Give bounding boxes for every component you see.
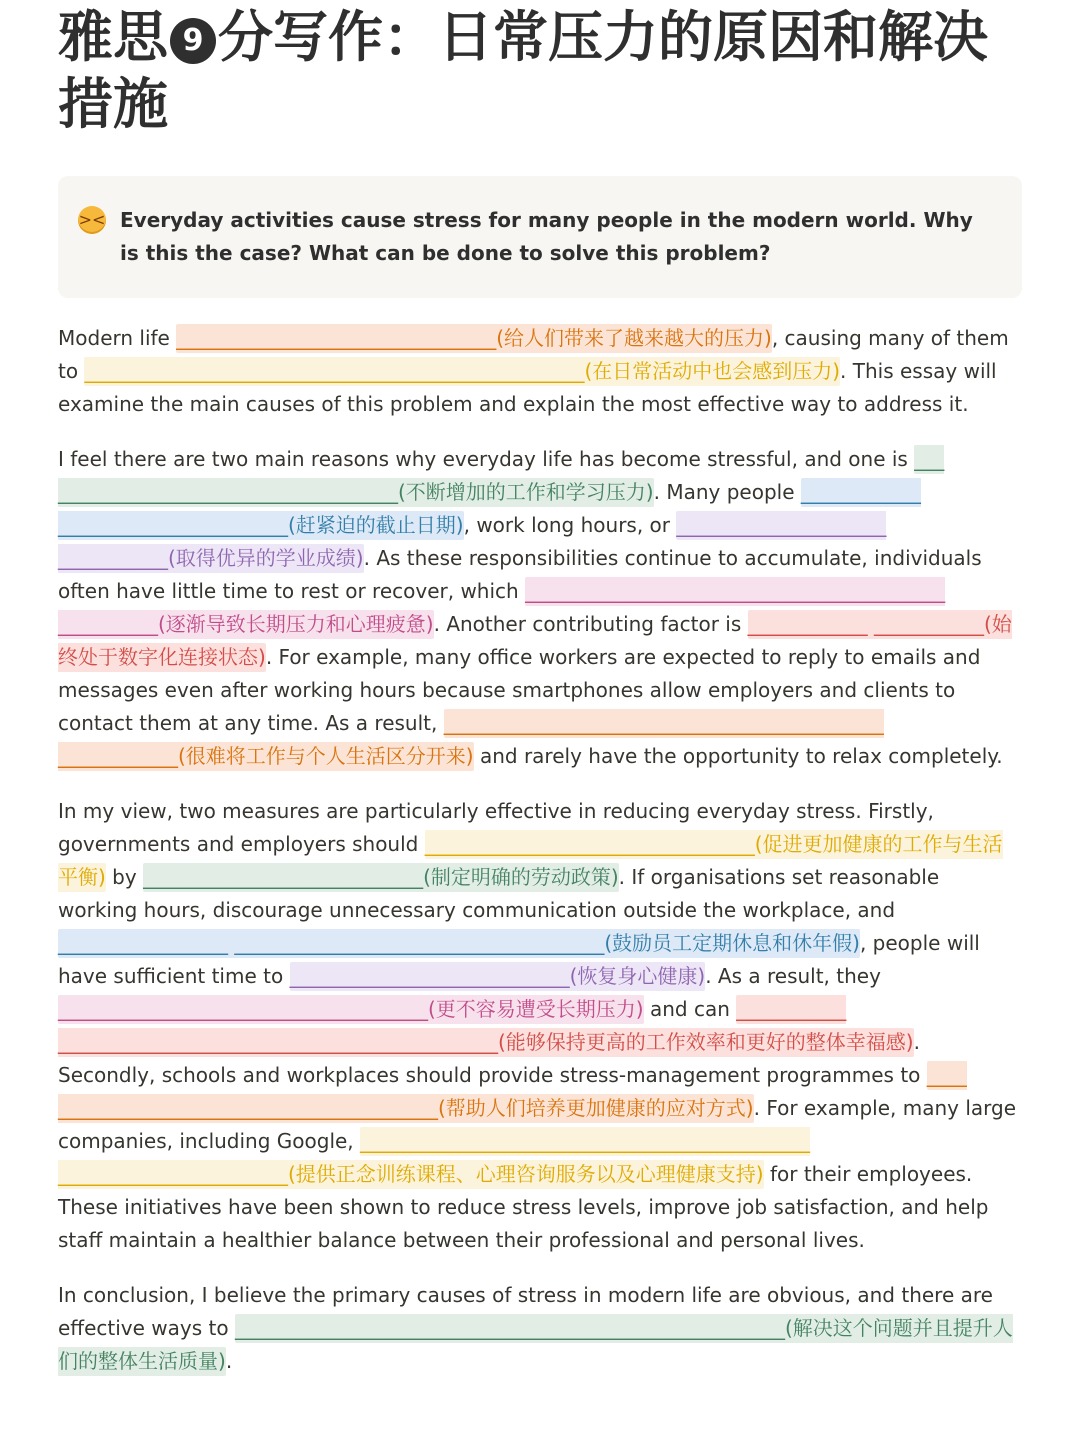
blank-line: __________________________________________ __________	[58, 579, 946, 636]
text-segment: , causing many of them to	[58, 326, 1009, 383]
blank-hint: (赶紧迫的截止日期)	[288, 513, 464, 537]
fill-blank	[58, 929, 860, 958]
text-segment: and rarely have the opportunity to relax completely.	[473, 744, 1003, 768]
title-text-start: 雅思	[58, 5, 169, 69]
blank-line: ___________ ____________________________________________	[58, 997, 847, 1054]
body-paragraph-reasons	[58, 443, 1022, 773]
blank-hint: (鼓励员工定期休息和休年假)	[604, 931, 860, 955]
fill-blank	[290, 962, 706, 991]
number-nine-badge-icon: 9	[170, 18, 216, 64]
text-segment: . If organisations set reasonable working hours, discourage unnecessary communication outside the workplace, and	[58, 865, 940, 922]
blank-hint: (恢复身心健康)	[569, 964, 706, 988]
blank-hint: (帮助人们培养更加健康的应对方式)	[438, 1096, 754, 1120]
blank-hint: (解决这个问题并且提升人们的整体生活质量)	[58, 1316, 1013, 1373]
text-segment: . As a result, they	[705, 964, 881, 988]
text-segment: . As these responsibilities continue to accumulate, individuals often have little time to rest or recover, which	[58, 546, 982, 603]
blank-line: ____________ _______________________	[58, 480, 921, 537]
text-segment: . Another contributing factor is	[433, 612, 748, 636]
blank-hint: (在日常活动中也会感到压力)	[584, 359, 841, 383]
blank-line: ________________________________	[176, 326, 497, 350]
text-segment: . For example, many large companies, including Google,	[58, 1096, 1017, 1153]
body-paragraph-measures	[58, 795, 1022, 1257]
text-segment: , work long hours, or	[463, 513, 677, 537]
blank-hint: (给人们带来了越来越大的压力)	[496, 326, 772, 350]
blank-line: ____________ ___________	[747, 612, 984, 636]
prompt-callout	[58, 176, 1022, 298]
text-segment: . This essay will examine the main causes of this problem and explain the most effective way to address it.	[58, 359, 997, 416]
blank-line: _________________________________	[424, 832, 755, 856]
blank-line: _____________________________________	[58, 997, 428, 1021]
blank-hint: (逐渐导致长期压力和心理疲惫)	[158, 612, 434, 636]
title-text-end: 分写作：日常压力的原因和解决措施	[58, 5, 989, 136]
blank-hint: (始终处于数字化连接状态)	[58, 612, 1012, 669]
blank-hint: (提供正念训练课程、心理咨询服务以及心理健康支持)	[288, 1162, 764, 1186]
blank-hint: (促进更加健康的工作与生活平衡)	[58, 832, 1003, 889]
blank-hint: (很难将工作与个人生活区分开来)	[178, 744, 474, 768]
blank-line: ___ __________________________________	[58, 447, 945, 504]
page-title	[58, 0, 1022, 138]
text-segment: by	[105, 865, 144, 889]
text-segment: In conclusion, I believe the primary causes of stress in modern life are obvious, and there are effective ways to	[58, 1283, 993, 1340]
blank-line: _________________ _____________________________________	[58, 931, 605, 955]
blank-hint: (更不容易遭受长期压力)	[428, 997, 644, 1021]
text-segment: . Secondly, schools and workplaces should provide stress-management programmes to	[58, 1030, 927, 1087]
text-segment: .	[225, 1349, 233, 1373]
intro-paragraph	[58, 322, 1022, 421]
text-segment: and can	[643, 997, 737, 1021]
blank-hint: (能够保持更高的工作效率和更好的整体幸福感)	[498, 1030, 914, 1054]
blank-line: __________________________________________________	[84, 359, 585, 383]
text-segment: Modern life	[58, 326, 177, 350]
blank-line: _____________________ ___________	[58, 513, 887, 570]
blank-line: ____________________________________________ ____________	[58, 711, 884, 768]
text-segment: for their employees. These initiatives have been shown to reduce stress levels, improve job satisfaction, and help staff maintain a healthier balance between their professional and personal lives.	[58, 1162, 989, 1252]
blank-line: _______________________________________________________	[234, 1316, 785, 1340]
blank-line: ____ ______________________________________	[58, 1063, 967, 1120]
blank-hint: (取得优异的学业成绩)	[168, 546, 364, 570]
text-segment: , people will have sufficient time to	[58, 931, 980, 988]
fill-blank	[84, 357, 840, 386]
blank-line: _____________________________________________ _______________________	[58, 1129, 811, 1186]
text-segment: In my view, two measures are particularly effective in reducing everyday stress. Firstly, governments and employers should	[58, 799, 934, 856]
blank-line: ____________________________	[289, 964, 570, 988]
fill-blank	[58, 995, 644, 1024]
blank-hint: (制定明确的劳动政策)	[423, 865, 619, 889]
prompt-text: Everyday activities cause stress for many people in the modern world. Why is this the case? What can be done to solve this problem?	[120, 208, 973, 265]
blank-hint: (不断增加的工作和学习压力)	[398, 480, 654, 504]
fill-blank	[176, 324, 772, 353]
fill-blank	[143, 863, 619, 892]
text-segment: . Many people	[653, 480, 801, 504]
conclusion-paragraph	[58, 1279, 1022, 1378]
persevering-face-icon: ><	[78, 206, 106, 234]
blank-line: ____________________________	[143, 865, 424, 889]
text-segment: I feel there are two main reasons why everyday life has become stressful, and one is	[58, 447, 915, 471]
note-page	[58, 0, 1022, 1378]
text-segment: . For example, many office workers are expected to reply to emails and messages even after working hours because smartphones allow employers and clients to contact them at any time. As a result,	[58, 645, 981, 735]
